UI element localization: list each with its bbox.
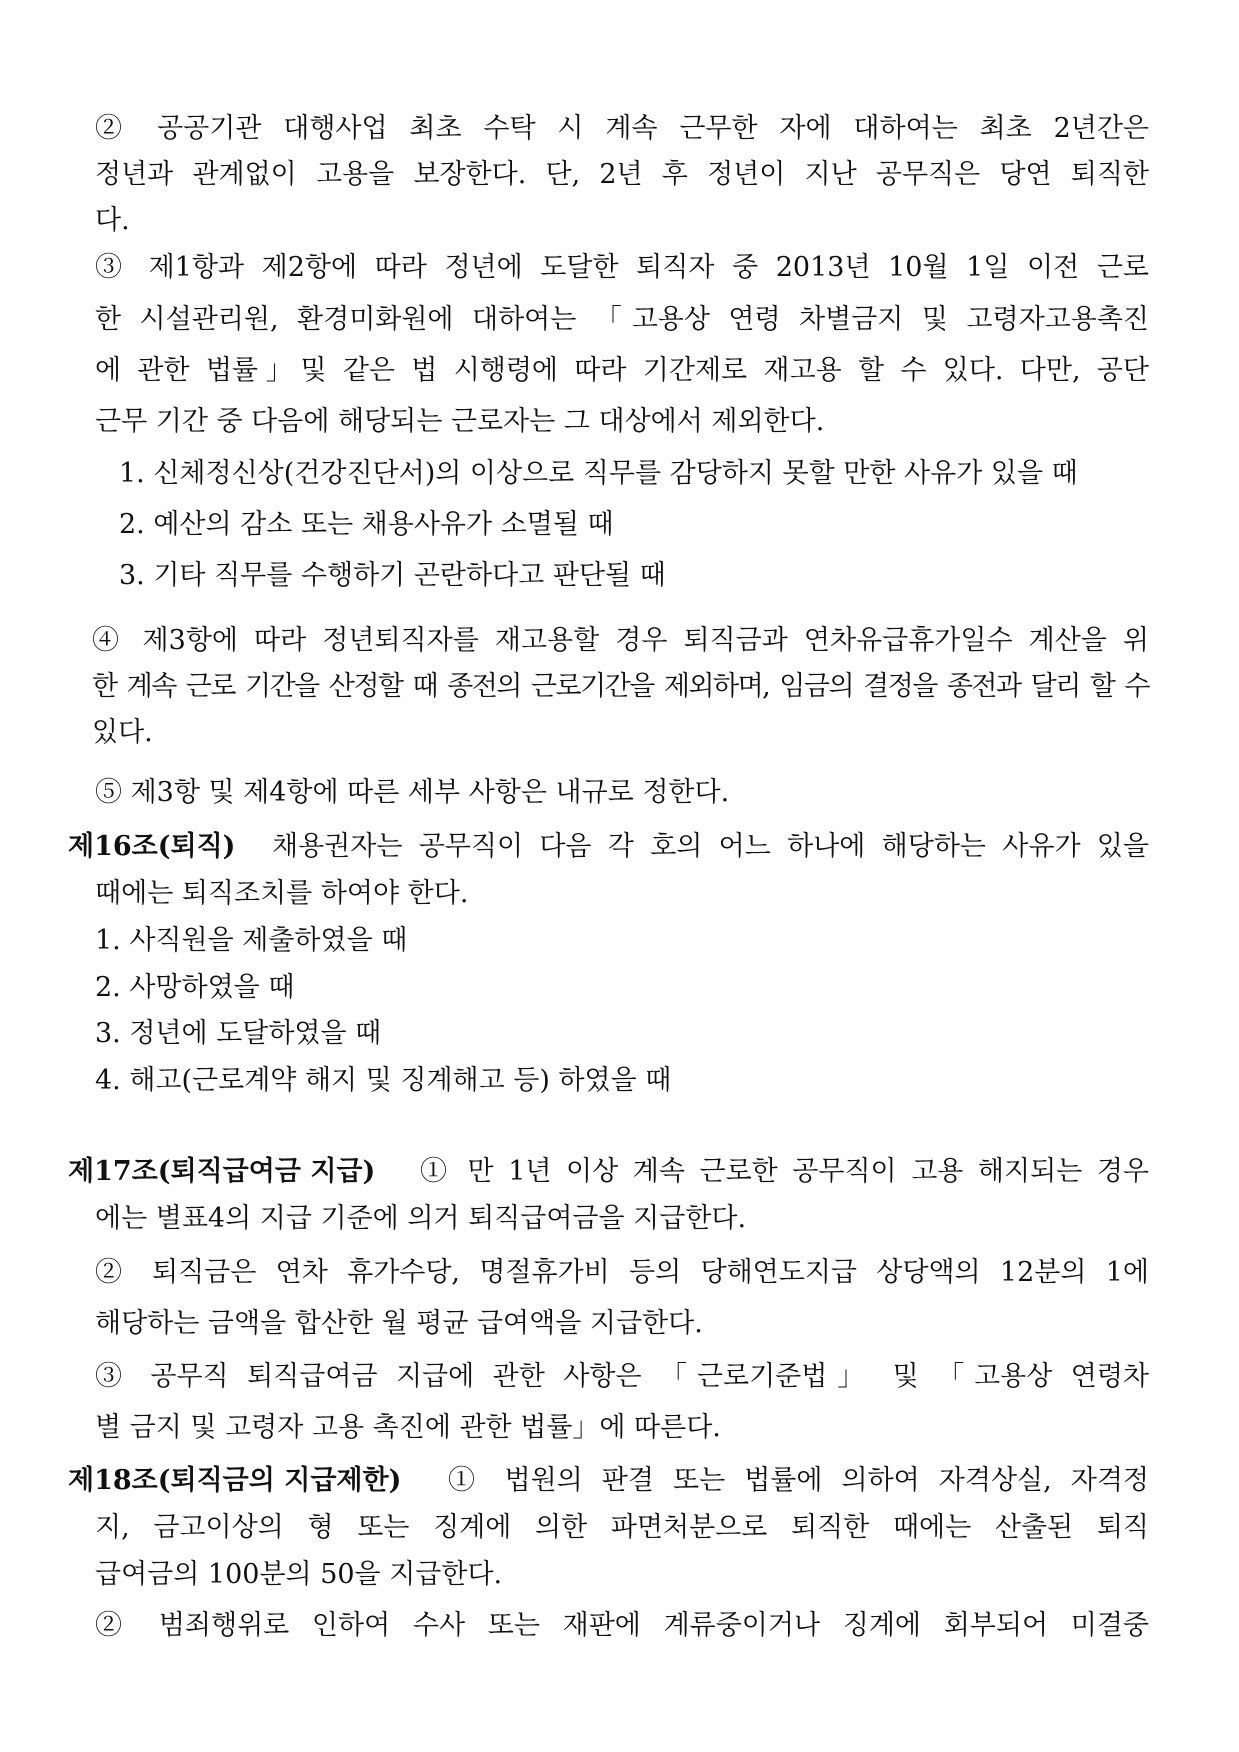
article18-line2: 지, 금고이상의 형 또는 징계에 의한 파면처분으로 퇴직한 때에는 산출된 퇴직: [95, 1512, 1149, 1543]
article18-para2-line1: ② 범죄행위로 인하여 수사 또는 재판에 계류중이거나 징계에 회부되어 미결중: [95, 1610, 1149, 1641]
article17-line2: 에는 별표4의 지급 기준에 의거 퇴직급여금을 지급한다.: [95, 1203, 747, 1234]
clause15-para4-line2: 한 계속 근로 기간을 산정할 때 종전의 근로기간을 제외하며, 임금의 결정을 종전과 달리 할 수: [92, 671, 1149, 702]
article16-heading: 제16조(퇴직): [68, 831, 236, 862]
clause15-para5: ⑤ 제3항 및 제4항에 따른 세부 사항은 내규로 정한다.: [95, 777, 730, 808]
article17-line1: ① 만 1년 이상 계속 근로한 공무직이 고용 해지되는 경우: [420, 1156, 1149, 1187]
clause15-item-2: 2. 예산의 감소 또는 채용사유가 소멸될 때: [119, 509, 614, 540]
article16-item-4: 4. 해고(근로계약 해지 및 징계해고 등) 하였을 때: [95, 1065, 672, 1096]
article16-item-2: 2. 사망하였을 때: [95, 972, 295, 1003]
article17-para3-line2: 별 금지 및 고령자 고용 촉진에 관한 법률」에 따른다.: [95, 1412, 721, 1443]
clause15-para2-line2: 정년과 관계없이 고용을 보장한다. 단, 2년 후 정년이 지난 공무직은 당연 퇴직한: [95, 159, 1149, 190]
clause15-item-1: 1. 신체정신상(건강진단서)의 이상으로 직무를 감당하지 못할 만한 사유가 있을 때: [119, 458, 1078, 489]
clause15-para3-line3: 에 관한 법률」및 같은 법 시행령에 따라 기간제로 재고용 할 수 있다. 다만, 공단: [95, 355, 1149, 386]
clause15-para2-line1: ② 공공기관 대행사업 최초 수탁 시 계속 근무한 자에 대하여는 최초 2년간은: [95, 113, 1149, 144]
article17-para3-line1: ③ 공무직 퇴직급여금 지급에 관한 사항은 「근로기준법」 및 「고용상 연령차: [95, 1361, 1149, 1392]
article16-item-1: 1. 사직원을 제출하였을 때: [95, 925, 408, 956]
clause15-para2-line3: 다.: [95, 205, 130, 236]
article16-item-3: 3. 정년에 도달하였을 때: [95, 1018, 382, 1049]
article18-line3: 급여금의 100분의 50을 지급한다.: [95, 1559, 503, 1590]
article18-heading: 제18조(퇴직금의 지급제한): [68, 1465, 402, 1496]
article16-line2: 때에는 퇴직조치를 하여야 한다.: [95, 878, 469, 909]
article16-line1: 채용권자는 공무직이 다음 각 호의 어느 하나에 해당하는 사유가 있을: [272, 831, 1149, 862]
article17-heading: 제17조(퇴직급여금 지급): [68, 1156, 376, 1187]
article17-para2-line1: ② 퇴직금은 연차 휴가수당, 명절휴가비 등의 당해연도지급 상당액의 12분의 1에: [95, 1257, 1149, 1288]
article18-line1: ① 법원의 판결 또는 법률에 의하여 자격상실, 자격정: [448, 1465, 1149, 1496]
article17-para2-line2: 해당하는 금액을 합산한 월 평균 급여액을 지급한다.: [95, 1308, 703, 1339]
clause15-para3-line2: 한 시설관리원, 환경미화원에 대하여는 「고용상 연령 차별금지 및 고령자고용촉진: [95, 304, 1149, 335]
clause15-para3-line4: 근무 기간 중 다음에 해당되는 근로자는 그 대상에서 제외한다.: [95, 406, 825, 437]
clause15-para3-line1: ③ 제1항과 제2항에 따라 정년에 도달한 퇴직자 중 2013년 10월 1일 이전 근로: [95, 252, 1149, 283]
clause15-para4-line3: 있다.: [92, 717, 153, 748]
clause15-para4-line1: ④ 제3항에 따라 정년퇴직자를 재고용할 경우 퇴직금과 연차유급휴가일수 계산을 위: [92, 625, 1149, 656]
clause15-item-3: 3. 기타 직무를 수행하기 곤란하다고 판단될 때: [119, 560, 666, 591]
